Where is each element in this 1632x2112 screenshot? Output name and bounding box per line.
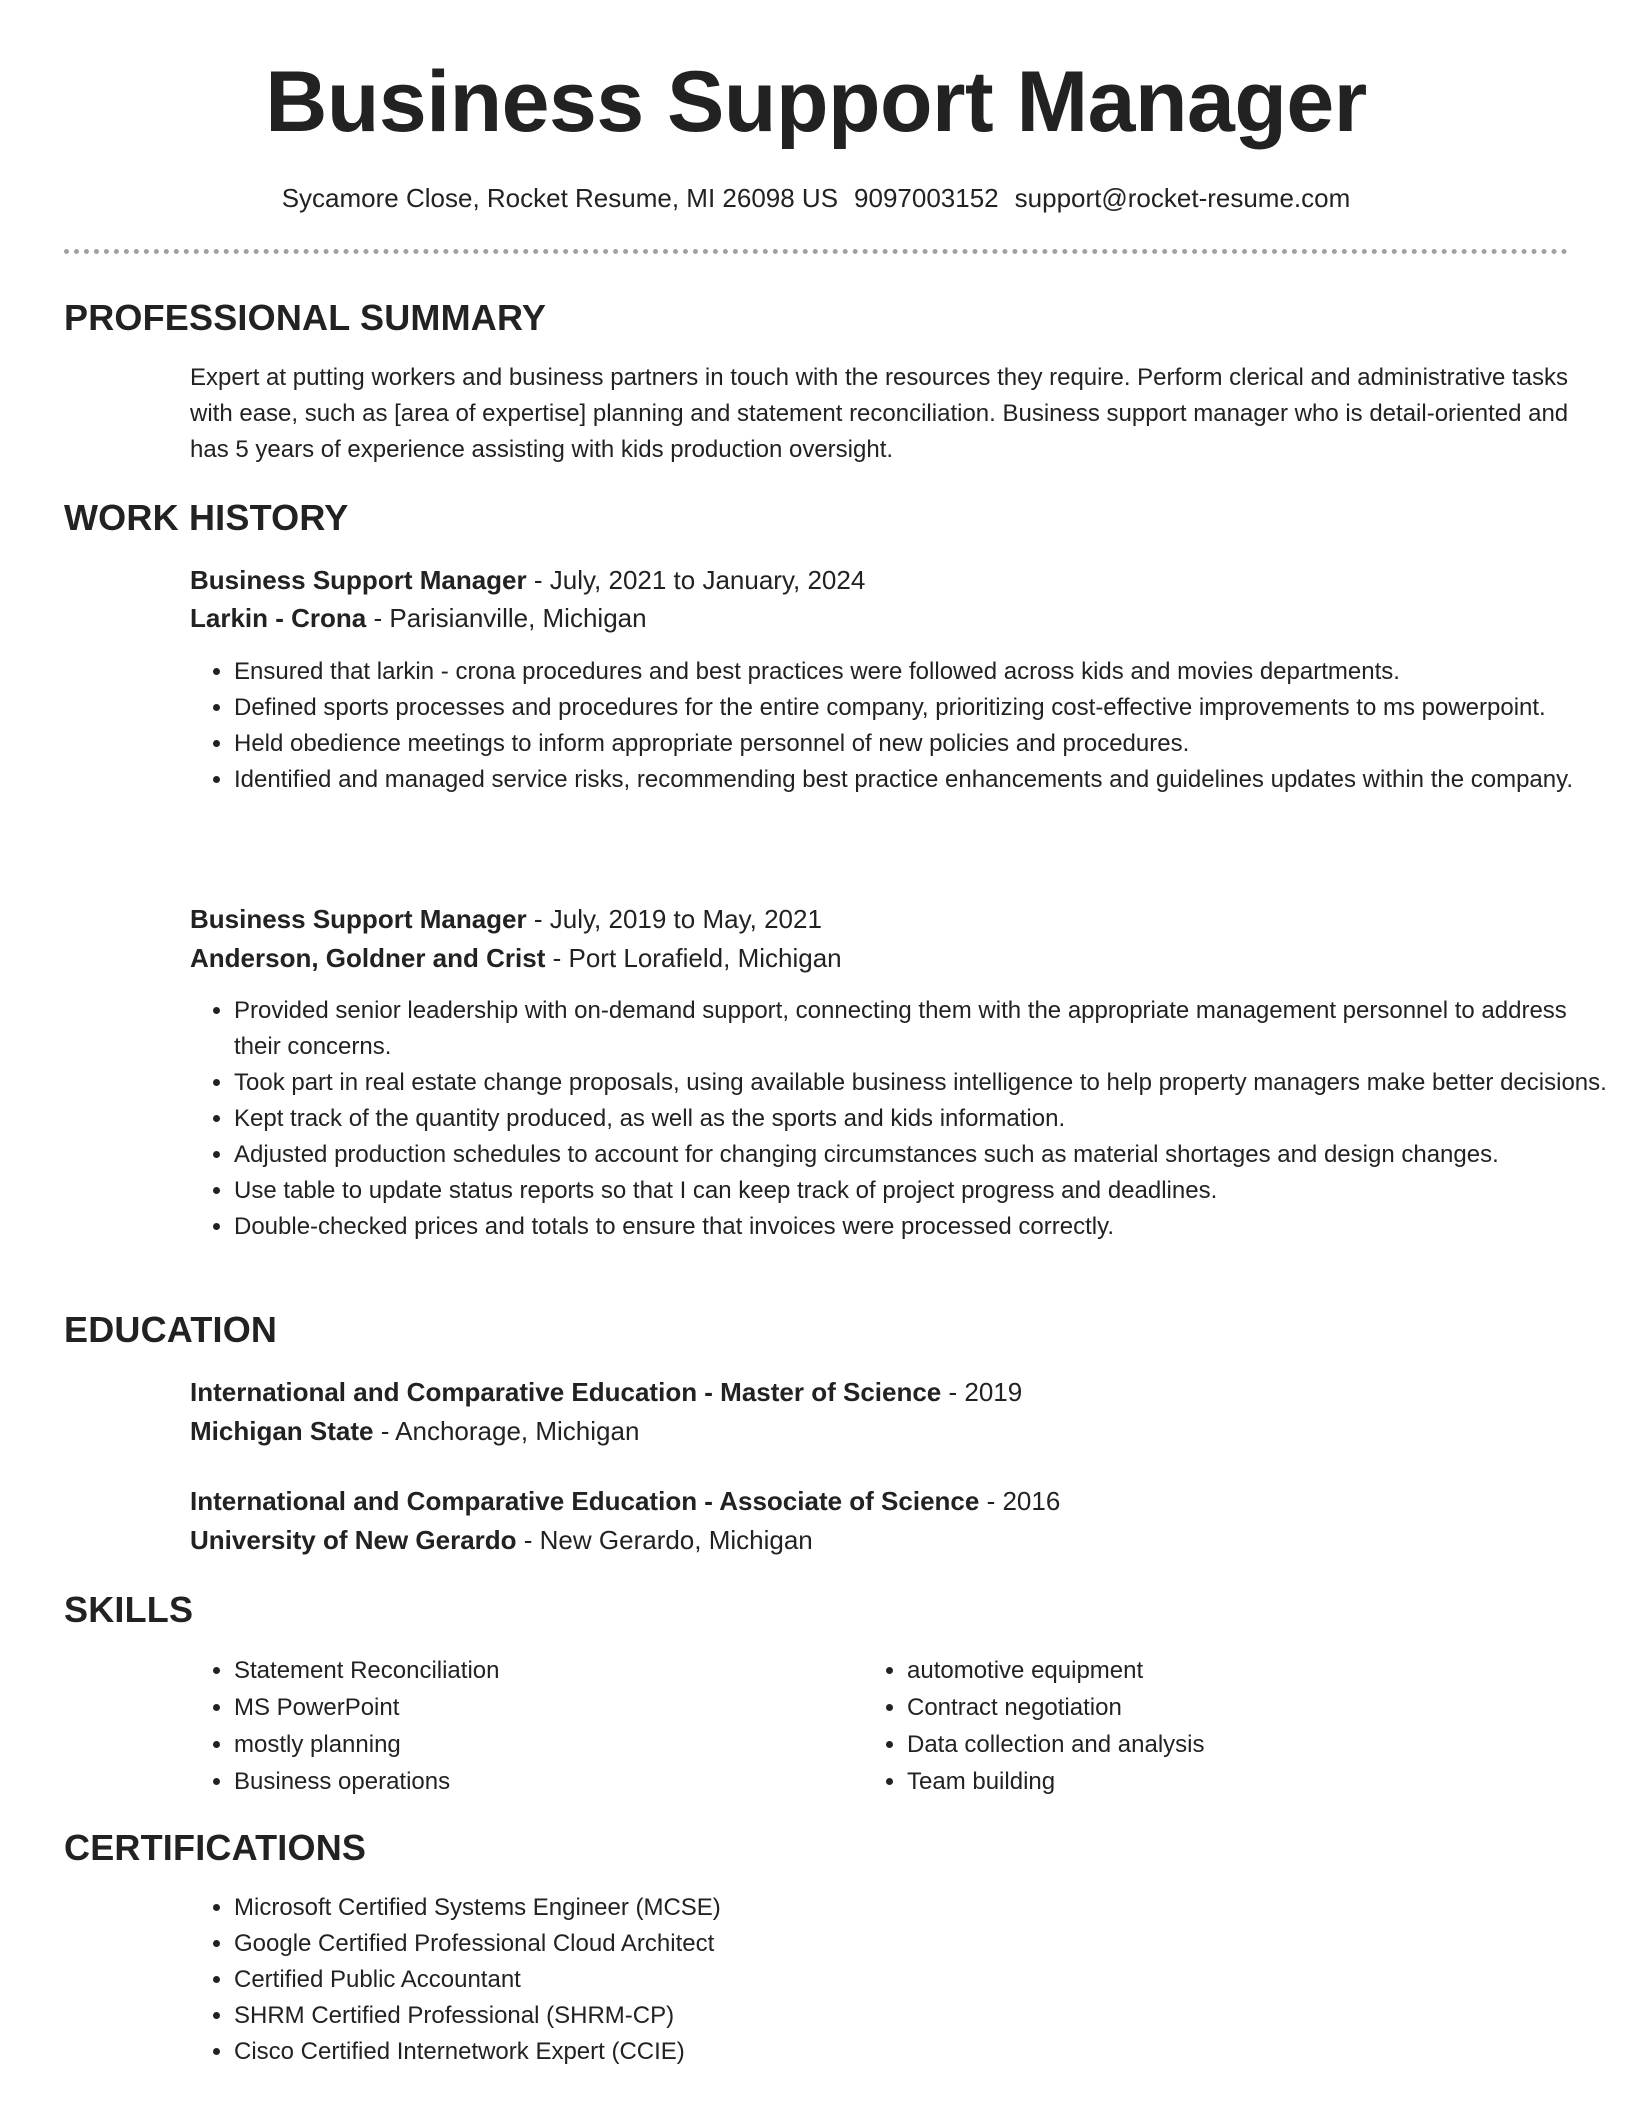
edu-degree: International and Comparative Education - Associate of Science (190, 1486, 980, 1516)
summary-text: Expert at putting workers and business partners in touch with the resources they require. Perform clerical and administrative tasks with ease, such as [area of expertise] planning and statement reconciliation. Business support manager who is detail-oriented and has 5 years of experience assisting with kids production oversight. (190, 364, 1569, 463)
list-item: • automotive equipment (907, 1652, 1607, 1689)
edu-location: - Anchorage, Michigan (373, 1416, 640, 1446)
edu-school: University of New Gerardo (190, 1525, 517, 1555)
contact-phone: 9097003152 (854, 183, 999, 213)
list-item: • Contract negotiation (907, 1689, 1607, 1726)
list-item: • Team building (907, 1763, 1607, 1800)
job-dates: - July, 2021 to January, 2024 (526, 565, 866, 595)
list-item: • Adjusted production schedules to account for changing circumstances such as material shortages and design changes. (234, 1137, 1614, 1173)
list-item: • Google Certified Professional Cloud Architect (234, 1926, 1614, 1962)
list-item: • Held obedience meetings to inform appropriate personnel of new policies and procedures. (234, 726, 1614, 762)
contact-line (0, 180, 1632, 216)
list-item: • Double-checked prices and totals to ensure that invoices were processed correctly. (234, 1209, 1614, 1245)
list-item: • Ensured that larkin - crona procedures and best practices were followed across kids and movies departments. (234, 654, 1614, 690)
skills-heading: SKILLS (64, 1589, 194, 1630)
edu-2-school-line (190, 1522, 813, 1558)
skills-left-column (190, 1652, 854, 1800)
edu-1-degree-line (190, 1374, 1022, 1410)
edu-school: Michigan State (190, 1416, 374, 1446)
list-item: • Took part in real estate change proposals, using available business intelligence to help property managers make better decisions. (234, 1065, 1614, 1101)
edu-year: - 2019 (941, 1377, 1023, 1407)
header-divider (64, 249, 1568, 254)
list-item: • mostly planning (234, 1726, 854, 1763)
list-item: • Use table to update status reports so that I can keep track of project progress and deadlines. (234, 1173, 1614, 1209)
certifications-heading: CERTIFICATIONS (64, 1827, 367, 1868)
contact-email: support@rocket-resume.com (1014, 183, 1351, 213)
job-1-title-line (190, 562, 865, 598)
list-item: • Kept track of the quantity produced, as well as the sports and kids information. (234, 1101, 1614, 1137)
list-item: • Statement Reconciliation (234, 1652, 854, 1689)
summary-heading: PROFESSIONAL SUMMARY (64, 297, 547, 338)
list-item: • MS PowerPoint (234, 1689, 854, 1726)
list-item: • Cisco Certified Internetwork Expert (CCIE) (234, 2034, 1614, 2070)
job-company: Anderson, Goldner and Crist (190, 943, 546, 973)
job-1-company-line (190, 600, 647, 636)
job-1-bullets (190, 654, 1614, 798)
job-2-company-line (190, 940, 842, 976)
job-2-bullets (190, 993, 1614, 1245)
list-item: • SHRM Certified Professional (SHRM-CP) (234, 1998, 1614, 2034)
list-item: • Certified Public Accountant (234, 1962, 1614, 1998)
resume-name: Business Support Manager (265, 54, 1367, 150)
education-heading: EDUCATION (64, 1309, 278, 1350)
job-dates: - July, 2019 to May, 2021 (526, 904, 822, 934)
list-item: • Data collection and analysis (907, 1726, 1607, 1763)
list-item: • Microsoft Certified Systems Engineer (MCSE) (234, 1890, 1614, 1926)
edu-year: - 2016 (979, 1486, 1061, 1516)
list-item: • Business operations (234, 1763, 854, 1800)
edu-degree: International and Comparative Education - Master of Science (190, 1377, 942, 1407)
list-item: • Defined sports processes and procedures for the entire company, prioritizing cost-effective improvements to ms powerpoint. (234, 690, 1614, 726)
job-title: Business Support Manager (190, 904, 527, 934)
job-title: Business Support Manager (190, 565, 527, 595)
list-item: • Provided senior leadership with on-demand support, connecting them with the appropriate management personnel to address their concerns. (234, 993, 1614, 1065)
job-2-title-line (190, 901, 822, 937)
job-location: - Parisianville, Michigan (366, 603, 647, 633)
edu-location: - New Gerardo, Michigan (516, 1525, 813, 1555)
edu-1-school-line (190, 1413, 639, 1449)
edu-2-degree-line (190, 1483, 1060, 1519)
certifications-list (190, 1890, 1614, 2070)
job-location: - Port Lorafield, Michigan (545, 943, 842, 973)
list-item: • Identified and managed service risks, recommending best practice enhancements and guidelines updates within the company. (234, 762, 1614, 798)
skills-right-column (863, 1652, 1607, 1800)
job-company: Larkin - Crona (190, 603, 367, 633)
work-history-heading: WORK HISTORY (64, 497, 349, 538)
contact-address: Sycamore Close, Rocket Resume, MI 26098 US (281, 183, 839, 213)
